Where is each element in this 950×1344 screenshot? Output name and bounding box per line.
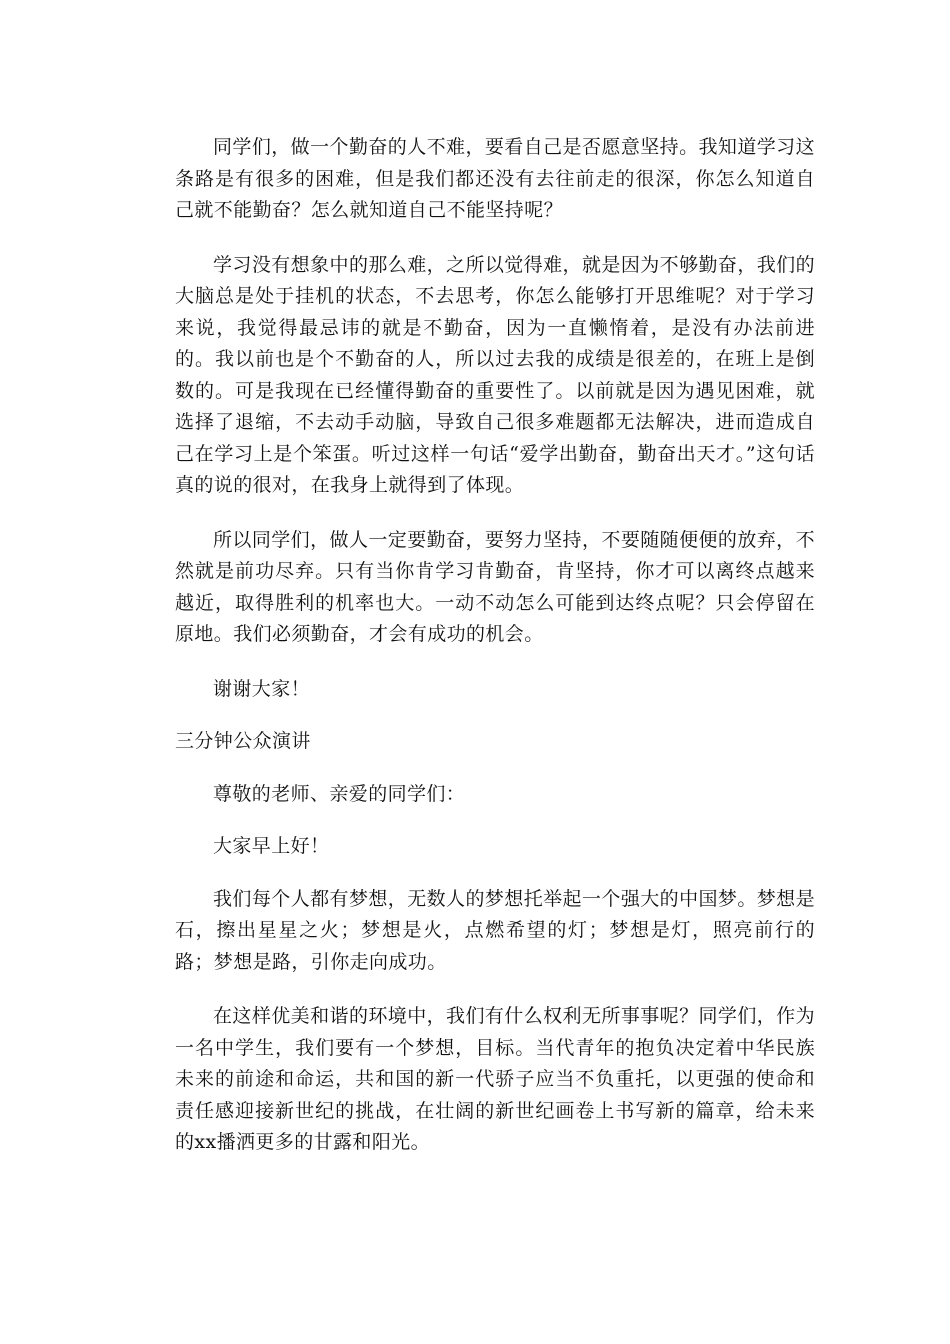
document-body [175,132,815,1182]
salutation: 尊敬的老师、亲爱的同学们： [213,782,466,805]
paragraph: 我们每个人都有梦想，无数人的梦想托举起一个强大的中国梦。梦想是石，擦出星星之火；梦想是火，点燃希望的灯；梦想是灯，照亮前行的路；梦想是路，引你走向成功。 [175,887,815,973]
paragraph: 学习没有想象中的那么难，之所以觉得难，就是因为不够勤奋，我们的大脑总是处于挂机的状态，不去思考，你怎么能够打开思维呢？对于学习来说，我觉得最忌讳的就是不勤奋，因为一直懒惰着，是没有办法前进的。我以前也是个不勤奋的人，所以过去我的成绩是很差的，在班上是倒数的。可是我现在已经懂得勤奋的重要性了。以前就是因为遇见困难，就选择了退缩，不去动手动脑，导致自己很多难题都无法解决，进而造成自己在学习上是个笨蛋。听过这样一句话“爱学出勤奋，勤奋出天才。”这句话真的说的很对，在我身上就得到了体现。 [175,253,815,496]
paragraph: 同学们，做一个勤奋的人不难，要看自己是否愿意坚持。我知道学习这条路是有很多的困难，但是我们都还没有去往前走的很深，你怎么知道自己就不能勤奋？怎么就知道自己不能坚持呢？ [175,136,815,221]
closing-line: 谢谢大家！ [213,677,311,700]
paragraph: 所以同学们，做人一定要勤奋，要努力坚持，不要随随便便的放弃，不然就是前功尽弃。只有当你肯学习肯勤奋，肯坚持，你才可以离终点越来越近，取得胜利的机率也大。一动不动怎么可能到达终点呢？只会停留在原地。我们必须勤奋，才会有成功的机会。 [175,528,815,645]
section-title: 三分钟公众演讲 [175,730,311,752]
paragraph: 在这样优美和谐的环境中，我们有什么权利无所事事呢？同学们，作为一名中学生，我们要有一个梦想，目标。当代青年的抱负决定着中华民族未来的前途和命运，共和国的新一代骄子应当不负重托，以更强的使命和责任感迎接新世纪的挑战，在壮阔的新世纪画卷上书写新的篇章，给未来的xx播洒更多的甘露和阳光。 [175,1005,815,1153]
greeting: 大家早上好！ [213,835,330,857]
